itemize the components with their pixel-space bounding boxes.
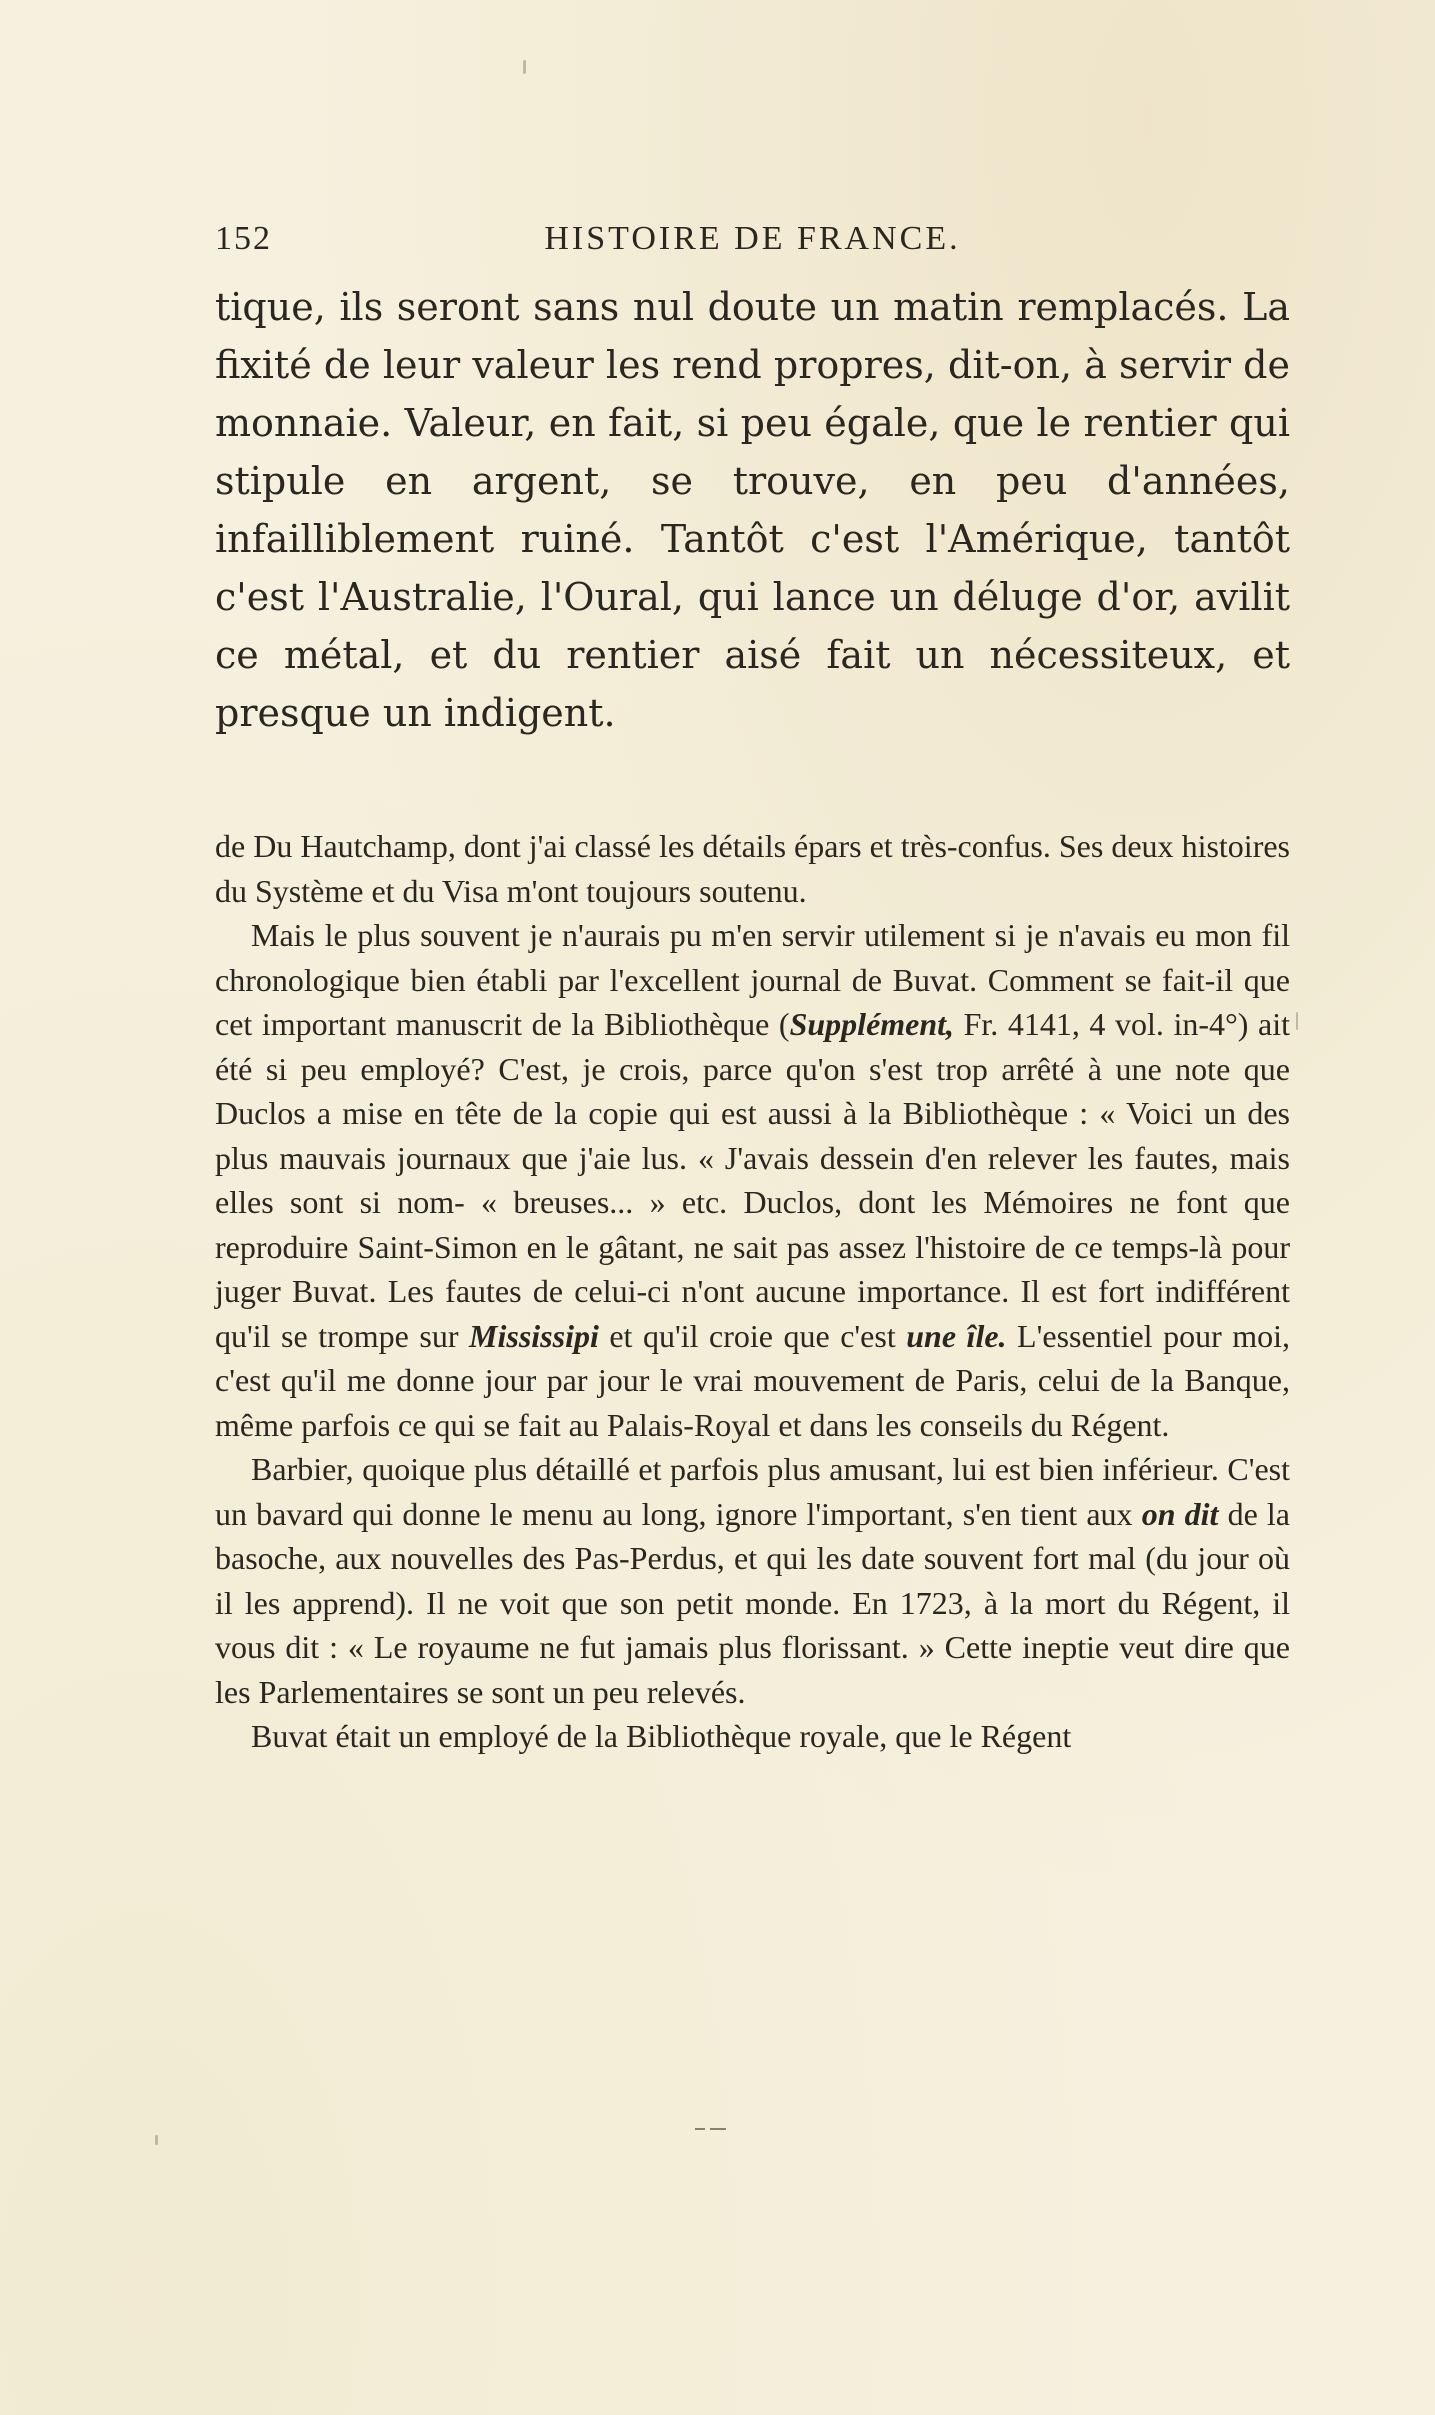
paper-speck: [1296, 1012, 1298, 1030]
note-paragraph-4: Buvat était un employé de la Bibliothèque royale, que le Régent: [251, 1718, 1072, 1754]
note-text: Mais le plus souvent je n'aurais pu m'en servir utilement si je n'avais eu mon fil chronologique bien établi par l'excellent journal de Buvat. Comment se fait-il que cet important manuscrit de la Bibliothèque (: [215, 917, 1290, 1042]
main-paragraph: tique, ils seront sans nul doute un matin remplacés. La fixité de leur valeur les rend propres, dit-on, à servir de monnaie. Valeur, en fait, si peu égale, que le rentier qui stipule en argent, se trouve, en peu d'années, infailliblement ruiné. Tantôt c'est l'Amérique, tantôt c'est l'Australie, l'Oural, qui lance un déluge d'or, avilit ce métal, et du rentier aisé fait un nécessiteux, et presque un indigent.: [215, 285, 1290, 735]
italic-on-dit: on dit: [1141, 1495, 1219, 1532]
note-text: Fr. 4141, 4 vol. in-4°) ait été si peu employé? C'est, je crois, parce qu'on s'est trop arrêté à une note que Duclos a mise en tête de la copie qui est aussi à la Bibliothèque : « Voici un des plus mauvais journaux que j'aie lus. « J'avais dessein d'en relever les fautes, mais elles sont si nom- « breuses... » etc. Duclos, dont les Mémoires ne font que reproduire Saint-Simon en le gâtant, ne sait pas assez l'histoire de ce temps-là pour juger Buvat. Les fautes de celui-ci n'ont aucune importance. Il est fort indifférent qu'il se trompe sur: [215, 1006, 1291, 1354]
printer-mark: [695, 2118, 731, 2126]
paper-speck: [523, 60, 526, 74]
note-text: de la basoche, aux nouvelles des Pas-Perdus, et qui les date souvent fort mal (du jour où il les apprend). Il ne voit que son petit monde. En 1723, à la mort du Régent, il vous dit : « Le royaume ne fut jamais plus florissant. » Cette ineptie veut dire que les Parlementaires se sont un peu relevés.: [215, 1495, 1291, 1710]
note-text: Barbier, quoique plus détaillé et parfois plus amusant, lui est bien inférieur. C'est un bavard qui donne le menu au long, ignore l'important, s'en tient aux: [215, 1451, 1290, 1532]
book-page: [215, 200, 1290, 1759]
running-head: [215, 200, 1290, 260]
note-text: et qu'il croie que c'est: [598, 1317, 907, 1354]
main-text: [215, 278, 1290, 742]
note-paragraph-3: [215, 1447, 1290, 1714]
note-paragraph-1: de Du Hautchamp, dont j'ai classé les détails épars et très-confus. Ses deux histoires du Système et du Visa m'ont toujours soutenu.: [215, 828, 1290, 909]
page-number: 152: [215, 220, 272, 257]
note-text: L'essentiel pour moi, c'est qu'il me donne jour par jour le vrai mouvement de Paris, celui de la Banque, même parfois ce qui se fait au Palais-Royal et dans les conseils du Régent.: [215, 1317, 1291, 1443]
note-paragraph-2: [215, 913, 1290, 1447]
italic-une-ile: une île.: [906, 1317, 1007, 1354]
paper-speck: [155, 2135, 158, 2145]
italic-mississipi: Mississipi: [469, 1317, 599, 1354]
footnotes: [215, 824, 1290, 1759]
running-title: HISTOIRE DE FRANCE.: [544, 220, 961, 257]
italic-supplement: Supplément,: [789, 1006, 955, 1042]
